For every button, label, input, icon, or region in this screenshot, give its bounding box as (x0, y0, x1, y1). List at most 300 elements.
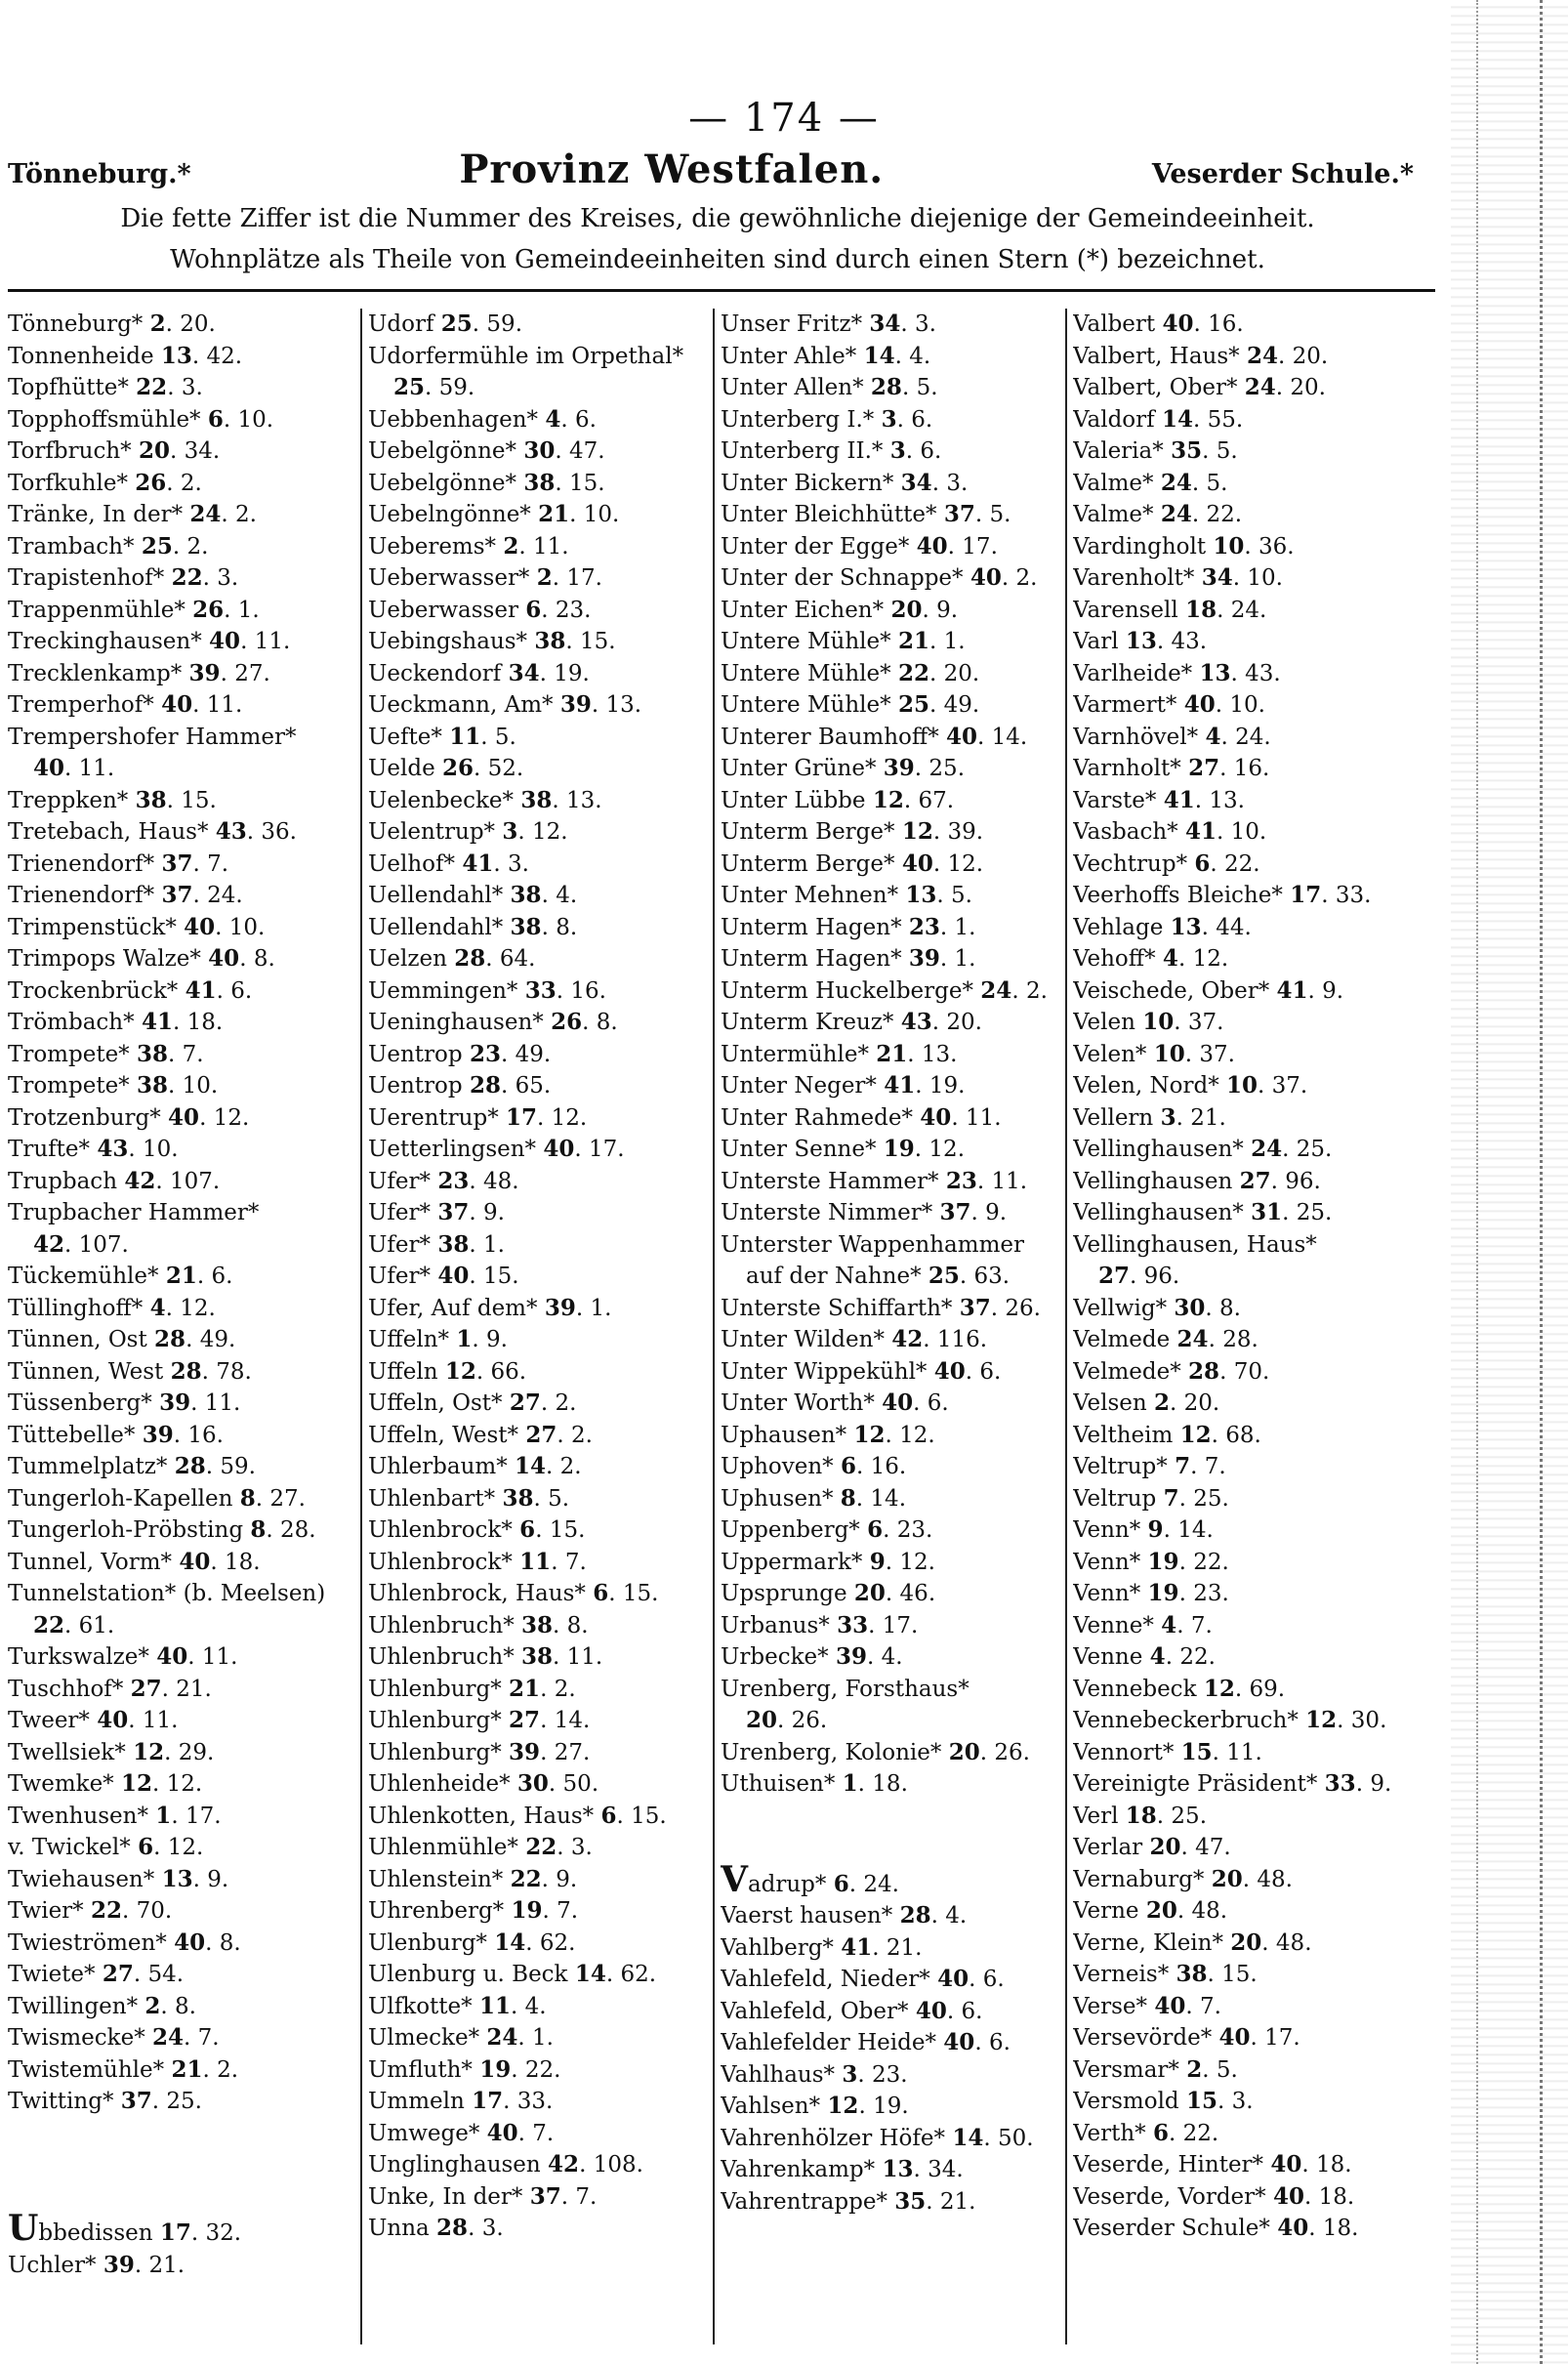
kreis-number: 11 (478, 1992, 511, 2019)
kreis-number: 40 (1183, 691, 1216, 718)
place-name: Uppenberg* (721, 1517, 868, 1543)
place-name: Ueberems* (368, 533, 504, 560)
gemeinde-number: 15. (631, 1803, 667, 1829)
gemeinde-number: 24. (1235, 724, 1271, 750)
gemeinde-number: 39. (947, 819, 984, 845)
kreis-number: 27 (102, 1961, 134, 1987)
place-name: Unter Senne* (721, 1137, 884, 1162)
index-entry: Vellinghausen 27. 96. (1073, 1167, 1321, 1194)
index-entry: Verl 18. 25. (1073, 1802, 1207, 1829)
index-entry: Uetterlingsen* 40. 17. (368, 1136, 625, 1162)
kreis-number: 10 (1153, 1040, 1185, 1067)
place-name: Unter Allen* (721, 375, 871, 400)
place-name: Unter Worth* (721, 1390, 883, 1416)
kreis-number: 17 (506, 1103, 538, 1131)
kreis-number: 20 (1211, 1865, 1243, 1892)
place-name: Twiete* (8, 1962, 103, 1987)
gemeinde-number: 5. (1206, 470, 1228, 496)
kreis-number: 27 (509, 1389, 541, 1416)
index-entry (1073, 1229, 1414, 1262)
place-name: Tretebach, Haus* (8, 819, 216, 845)
kreis-number: 25 (897, 691, 929, 718)
place-name: Unterer Baumhoff* (721, 724, 947, 750)
index-entry: Treppken* 38. 15. (8, 786, 217, 813)
gemeinde-number: 1. (954, 946, 976, 972)
gemeinde-number: 46. (899, 1581, 936, 1606)
gemeinde-number: 16. (187, 1422, 224, 1448)
gemeinde-number: 32. (205, 2220, 242, 2246)
gemeinde-number: 24. (863, 1871, 899, 1897)
kreis-number: 2 (1154, 1389, 1171, 1416)
gemeinde-number: 49. (943, 692, 980, 718)
place-name: Uhlenstein* (368, 1866, 511, 1892)
kreis-number: 28 (469, 1072, 501, 1099)
gemeinde-number: 12. (1192, 946, 1229, 972)
place-name: Ulenburg u. Beck (368, 1962, 575, 1987)
index-entry-continuation: 27. 96. (1098, 1263, 1180, 1289)
place-name: Trecklenkamp* (8, 660, 189, 686)
kreis-number: 25 (393, 374, 426, 400)
kreis-number: 4 (1161, 1611, 1177, 1638)
section-gap (8, 2181, 356, 2214)
place-name: Trempershofer Hammer* (8, 724, 297, 750)
kreis-number: 22 (90, 1897, 122, 1924)
kreis-number: 40 (1154, 1992, 1186, 2019)
gemeinde-number: 11. (204, 1390, 241, 1416)
place-name: Vellinghausen, Haus* (1073, 1231, 1317, 1258)
kreis-number: 1 (155, 1802, 172, 1829)
index-entry: Unter der Egge* 40. 17. (721, 532, 998, 560)
kreis-number: 7 (1163, 1484, 1179, 1512)
gemeinde-number: 34. (928, 2157, 964, 2182)
place-name: Unterste Nimmer* (721, 1200, 940, 1225)
gemeinde-number: 1. (482, 1231, 505, 1258)
gemeinde-number: 15. (549, 1517, 586, 1543)
gemeinde-number: 12. (899, 1422, 935, 1448)
place-name: Twillingen* (8, 1993, 145, 2019)
index-entry: Twellsiek* 12. 29. (8, 1738, 215, 1765)
gemeinde-number: 17. (589, 1137, 625, 1162)
index-entry: Vahlberg* 41. 21. (721, 1933, 923, 1961)
gemeinde-number: 9. (1322, 977, 1344, 1004)
place-name: Uffeln (368, 1358, 445, 1385)
place-name: Trienendorf* (8, 883, 162, 908)
place-name: Trapistenhof* (8, 565, 172, 591)
kreis-number: 43 (97, 1136, 129, 1162)
place-name: Tönneburg* (8, 311, 150, 337)
kreis-number: 38 (137, 1072, 169, 1099)
index-entry: Unter Bleichhütte* 37. 5. (721, 501, 1011, 527)
gemeinde-number: 25. (928, 756, 965, 781)
kreis-number: 40 (916, 532, 948, 560)
index-entry: Tonnenheide 13. 42. (8, 342, 243, 369)
index-entry: Ufer* 40. 15. (368, 1263, 519, 1289)
kreis-number: 22 (171, 564, 203, 591)
kreis-number: 28 (170, 1357, 202, 1385)
kreis-number: 27 (1239, 1167, 1271, 1194)
place-name: Uhlenbruch* (368, 1612, 522, 1638)
index-entry: Torfbruch* 20. 34. (8, 437, 221, 464)
kreis-number: 40 (901, 850, 933, 877)
gemeinde-number: 7. (1199, 1993, 1221, 2019)
place-name: Tunnelstation* (b. Meelsen) (8, 1581, 326, 1606)
index-entry: Ueberwasser 6. 23. (368, 596, 592, 623)
kreis-number: 22 (33, 1611, 65, 1638)
index-entry: Vahlsen* 12. 19. (721, 2093, 909, 2119)
index-column-4 (1065, 309, 1418, 2344)
section-gap (8, 2118, 356, 2150)
kreis-number: 12 (1203, 1675, 1235, 1702)
kreis-number: 40 (209, 628, 241, 654)
gemeinde-number: 24. (1230, 597, 1267, 623)
place-name: Uhlenbart* (368, 1485, 503, 1512)
kreis-number: 21 (165, 1263, 197, 1289)
kreis-number: 39 (883, 755, 915, 781)
kreis-number: 19 (1147, 1580, 1179, 1606)
kreis-number: 23 (437, 1167, 470, 1194)
kreis-number: 38 (510, 882, 542, 908)
place-name: Valdorf (1073, 406, 1162, 433)
kreis-number: 8 (239, 1484, 256, 1512)
gemeinde-number: 15. (568, 470, 605, 496)
place-name: Verth* (1073, 2120, 1153, 2146)
kreis-number: 40 (184, 913, 216, 940)
gemeinde-number: 30. (1350, 1708, 1387, 1733)
gemeinde-number: 10. (142, 1137, 179, 1162)
kreis-number: 13 (905, 882, 937, 908)
kreis-number: 14 (515, 1453, 547, 1479)
index-entry: Tweer* 40. 11. (8, 1707, 179, 1733)
place-name: Veischede, Ober* (1073, 977, 1277, 1004)
kreis-number: 13 (1170, 913, 1202, 940)
place-name: Trockenbrück* (8, 977, 186, 1004)
gemeinde-number: 6. (927, 1390, 949, 1416)
kreis-number: 40 (168, 1103, 200, 1131)
index-entry: Uellendahl* 38. 8. (368, 913, 578, 940)
index-entry: Vahrentrappe* 35. 21. (721, 2187, 976, 2215)
gemeinde-number: 5. (494, 724, 516, 750)
index-entry: Uhlenburg* 21. 2. (368, 1675, 576, 1702)
index-entry: Twistemühle* 21. 2. (8, 2055, 239, 2083)
scan-edge-shadow (1451, 0, 1568, 2364)
kreis-number: 37 (437, 1199, 470, 1225)
kreis-number: 40 (161, 691, 193, 718)
index-entry: Unglinghausen 42. 108. (368, 2151, 643, 2177)
place-name: Vahlhaus* (721, 2061, 843, 2088)
scan-edge-line (1476, 0, 1478, 2364)
kreis-number: 35 (894, 2187, 927, 2215)
place-name: Uhlenbrock* (368, 1517, 520, 1543)
place-name: Unter Mehnen* (721, 883, 906, 908)
gemeinde-number: 26. (1005, 1295, 1041, 1321)
index-entry: Varl 13. 43. (1073, 628, 1208, 654)
index-entry: Velmede* 28. 70. (1073, 1357, 1270, 1385)
index-entry-continuation: auf der Nahne* 25. 63. (746, 1263, 1011, 1289)
place-name: Uebelgönne* (368, 470, 524, 496)
place-name: Uhrenberg* (368, 1898, 512, 1924)
gemeinde-number: 23. (871, 2061, 908, 2088)
kreis-number: 7 (1175, 1453, 1191, 1479)
index-entry: Uhlenmühle* 22. 3. (368, 1834, 593, 1860)
gemeinde-number: 6. (988, 2030, 1011, 2055)
gemeinde-number: 28. (1222, 1327, 1259, 1352)
kreis-number: 1 (456, 1326, 473, 1352)
gemeinde-number: 55. (1207, 406, 1244, 433)
gemeinde-number: 23. (896, 1517, 933, 1543)
index-entry: Tuschhof* 27. 21. (8, 1675, 212, 1702)
index-entry-continuation: 20. 26. (746, 1707, 828, 1733)
place-name: Upsprunge (721, 1581, 854, 1606)
gemeinde-number: 5. (951, 883, 972, 908)
place-name: Versmar* (1073, 2056, 1187, 2083)
place-name: Vahrenhölzer Höfe* (721, 2125, 953, 2151)
index-entry: Twillingen* 2. 8. (8, 1992, 196, 2019)
kreis-number: 23 (945, 1167, 977, 1194)
place-name: Tüllinghoff* (8, 1295, 150, 1321)
place-name: Uemmingen* (368, 977, 525, 1004)
index-entry: Uelde 26. 52. (368, 755, 524, 781)
index-entry: Twismecke* 24. 7. (8, 2024, 220, 2051)
kreis-number: 9 (869, 1548, 886, 1575)
index-entry: Unter der Schnappe* 40. 2. (721, 564, 1038, 591)
place-name: Veserde, Vorder* (1073, 2183, 1273, 2210)
index-entry: Versmold 15. 3. (1073, 2088, 1254, 2114)
index-entry: Uhrenberg* 19. 7. (368, 1897, 579, 1924)
index-entry: Uppermark* 9. 12. (721, 1548, 935, 1575)
place-name: Twiehausen* (8, 1866, 162, 1892)
gemeinde-number: 18. (224, 1549, 261, 1575)
index-entry: Urenberg, Kolonie* 20. 26. (721, 1738, 1030, 1765)
kreis-number: 4 (1149, 1643, 1166, 1670)
place-name: Tungerloh-Kapellen (8, 1485, 240, 1512)
section-initial: V (721, 1863, 748, 1900)
index-entry: Unser Fritz* 34. 3. (721, 311, 936, 337)
place-name: Versmold (1073, 2089, 1186, 2114)
section-initial: U (8, 2213, 39, 2249)
place-name: Uhlenburg* (368, 1708, 510, 1733)
kreis-number: 13 (160, 342, 192, 369)
kreis-number: 6 (600, 1802, 617, 1829)
kreis-number: 11 (449, 723, 481, 750)
index-entry: Turkswalze* 40. 11. (8, 1643, 238, 1670)
place-name: Vennebeckerbruch* (1073, 1708, 1306, 1733)
place-name: Veltrup* (1073, 1454, 1176, 1479)
place-name: Topfhütte* (8, 375, 137, 400)
gemeinde-number: 10. (1247, 565, 1283, 591)
index-entry: Unterberg I.* 3. 6. (721, 405, 933, 433)
index-entry: Trotzenburg* 40. 12. (8, 1103, 250, 1131)
kreis-number: 6 (593, 1580, 609, 1606)
place-name: Ulfkotte* (368, 1993, 479, 2019)
kreis-number: 39 (509, 1738, 541, 1765)
gemeinde-number: 62. (620, 1962, 657, 1987)
kreis-number: 12 (1179, 1421, 1212, 1448)
place-name: Unter Eichen* (721, 597, 891, 623)
place-name: Unter der Schnappe* (721, 565, 970, 591)
place-name: Uelenbecke* (368, 787, 521, 813)
kreis-number: 30 (516, 1770, 549, 1797)
gemeinde-number: 13. (605, 692, 642, 718)
gemeinde-number: 5. (989, 502, 1011, 527)
gemeinde-number: 20. (1290, 375, 1326, 400)
gemeinde-number: 7. (557, 1898, 579, 1924)
place-name: Urbanus* (721, 1612, 838, 1638)
place-name: bbedissen (38, 2220, 160, 2246)
index-entry: v. Twickel* 6. 12. (8, 1834, 204, 1860)
gemeinde-number: 2. (571, 1422, 593, 1448)
kreis-number: 6 (525, 596, 542, 623)
place-name: Uebelngönne* (368, 502, 539, 527)
place-name: Uhlenburg* (368, 1676, 510, 1702)
kreis-number: 6 (1152, 2119, 1169, 2146)
kreis-number: 15 (1185, 2088, 1217, 2114)
gemeinde-number: 2. (235, 502, 257, 527)
gemeinde-number: 11. (991, 1168, 1028, 1194)
gemeinde-number: 2. (180, 470, 202, 496)
kreis-number: 6 (207, 405, 224, 433)
place-name: Ueckendorf (368, 660, 509, 686)
kreis-number: 34 (1201, 564, 1233, 591)
index-entry (8, 1197, 356, 1229)
gemeinde-number: 107. (169, 1168, 221, 1194)
gemeinde-number: 70. (136, 1898, 173, 1924)
kreis-number: 13 (1125, 628, 1157, 654)
place-name: Twenhusen* (8, 1803, 156, 1829)
index-entry: Twitting* 37. 25. (8, 2088, 202, 2114)
kreis-number: 25 (141, 532, 173, 560)
gemeinde-number: 62. (539, 1929, 576, 1956)
index-entry: Varensell 18. 24. (1073, 596, 1267, 623)
index-entry: Valme* 24. 22. (1073, 501, 1243, 527)
place-name: Twemke* (8, 1771, 121, 1797)
kreis-number: 30 (1174, 1294, 1206, 1321)
index-entry: Unter Rahmede* 40. 11. (721, 1103, 1002, 1131)
gemeinde-number: 9. (485, 1327, 508, 1352)
place-name: Udorfermühle im Orpethal* (368, 343, 684, 369)
index-entry: Uhlenbruch* 38. 8. (368, 1611, 589, 1638)
place-name: Unterberg II.* (721, 438, 890, 464)
kreis-number: 26 (192, 596, 225, 623)
gemeinde-number: 17. (882, 1612, 919, 1638)
index-entry: Vellinghausen* 24. 25. (1073, 1136, 1333, 1162)
index-entry: Ubbedissen 17. 32. (8, 2213, 356, 2250)
kreis-number: 24 (1251, 1136, 1283, 1162)
index-entry: Uebelngönne* 21. 10. (368, 501, 620, 527)
place-name: Trimpenstück* (8, 914, 185, 940)
index-entry: Uebbenhagen* 4. 6. (368, 405, 597, 433)
index-entry: Verth* 6. 22. (1073, 2119, 1219, 2146)
gemeinde-number: 68. (1225, 1422, 1261, 1448)
kreis-number: 38 (1176, 1961, 1208, 1987)
gemeinde-number: 27. (554, 1739, 591, 1765)
index-entry: Ulmecke* 24. 1. (368, 2024, 554, 2051)
index-entry: Venn* 9. 14. (1073, 1516, 1214, 1543)
place-name: Uhlerbaum* (368, 1454, 516, 1479)
kreis-number: 40 (970, 564, 1002, 591)
gemeinde-number: 108. (593, 2152, 643, 2177)
index-entry: Unke, In der* 37. 7. (368, 2182, 598, 2210)
gemeinde-number: 8. (596, 1010, 618, 1035)
kreis-number: 39 (103, 2251, 135, 2278)
kreis-number: 33 (837, 1611, 869, 1638)
gemeinde-number: 25. (166, 2089, 202, 2114)
gemeinde-number: 28. (280, 1517, 316, 1543)
index-entry: Trimpops Walze* 40. 8. (8, 945, 275, 972)
index-entry-continuation: 25. 59. (393, 374, 475, 400)
index-entry: Veserde, Hinter* 40. 18. (1073, 2151, 1352, 2177)
gemeinde-number: 11. (965, 1104, 1002, 1131)
place-name: Uffeln* (368, 1327, 457, 1352)
kreis-number: 6 (138, 1834, 154, 1860)
place-name: Uphusen* (721, 1485, 841, 1512)
kreis-number: 14 (863, 342, 895, 369)
index-entry: Uelenbecke* 38. 13. (368, 786, 602, 813)
index-entry: Veserder Schule* 40. 18. (1073, 2215, 1359, 2241)
index-entry: Twieströmen* 40. 8. (8, 1929, 241, 1956)
index-entry: Velen, Nord* 10. 37. (1073, 1072, 1308, 1099)
place-name: Udorf (368, 311, 441, 337)
place-name: Uhlenheide* (368, 1771, 517, 1797)
index-entry: Unterm Huckelberge* 24. 2. (721, 976, 1048, 1004)
gemeinde-number: 25. (1296, 1137, 1333, 1162)
running-head-title: Provinz Westfalen. (459, 146, 885, 192)
kreis-number: 41 (1276, 976, 1308, 1004)
kreis-number: 26 (135, 469, 167, 496)
index-entry: Uffeln* 1. 9. (368, 1326, 508, 1352)
kreis-number: 6 (833, 1870, 849, 1897)
gemeinde-number: 14. (991, 724, 1028, 750)
place-name: Unterm Berge* (721, 850, 902, 877)
gemeinde-number: 11. (78, 756, 115, 781)
index-entry (8, 722, 356, 754)
kreis-number: 12 (1305, 1707, 1338, 1733)
gemeinde-number: 22. (1179, 1644, 1216, 1670)
place-name: Uellendahl* (368, 914, 511, 940)
index-entry: Versevörde* 40. 17. (1073, 2024, 1300, 2051)
gemeinde-number: 4. (556, 883, 578, 908)
index-entry: Vechtrup* 6. 22. (1073, 850, 1260, 877)
index-entry: Trufte* 43. 10. (8, 1136, 179, 1162)
kreis-number: 34 (900, 469, 932, 496)
kreis-number: 40 (937, 1966, 970, 1992)
place-name: Vellinghausen* (1073, 1200, 1252, 1225)
place-name: Vahlefelder Heide* (721, 2030, 944, 2055)
gemeinde-number: 2. (555, 1390, 577, 1416)
gemeinde-number: 48. (482, 1168, 519, 1194)
gemeinde-number: 3. (946, 470, 969, 496)
kreis-number: 27 (1098, 1263, 1131, 1289)
kreis-number: 41 (1184, 818, 1217, 845)
place-name: Unter Ahle* (721, 343, 864, 369)
gemeinde-number: 44. (1216, 914, 1252, 940)
gemeinde-number: 59. (438, 375, 475, 400)
kreis-number: 38 (510, 913, 542, 940)
place-name: Unglinghausen (368, 2152, 549, 2177)
kreis-number: 20 (138, 437, 170, 464)
place-name: Uffeln, Ost* (368, 1390, 510, 1416)
index-entry: Trompete* 38. 10. (8, 1072, 219, 1099)
index-entry: Topfhütte* 22. 3. (8, 374, 203, 400)
place-name: Torfkuhle* (8, 470, 136, 496)
place-name: Uefte* (368, 724, 450, 750)
index-entry: Trienendorf* 37. 24. (8, 882, 243, 908)
place-name: Ueberwasser* (368, 565, 537, 591)
place-name: Ulenburg* (368, 1929, 495, 1956)
gemeinde-number: 16. (1208, 311, 1244, 337)
index-entry: Ueberwasser* 2. 17. (368, 564, 602, 591)
gemeinde-number: 49. (515, 1041, 552, 1067)
gemeinde-number: 21. (148, 2252, 186, 2278)
